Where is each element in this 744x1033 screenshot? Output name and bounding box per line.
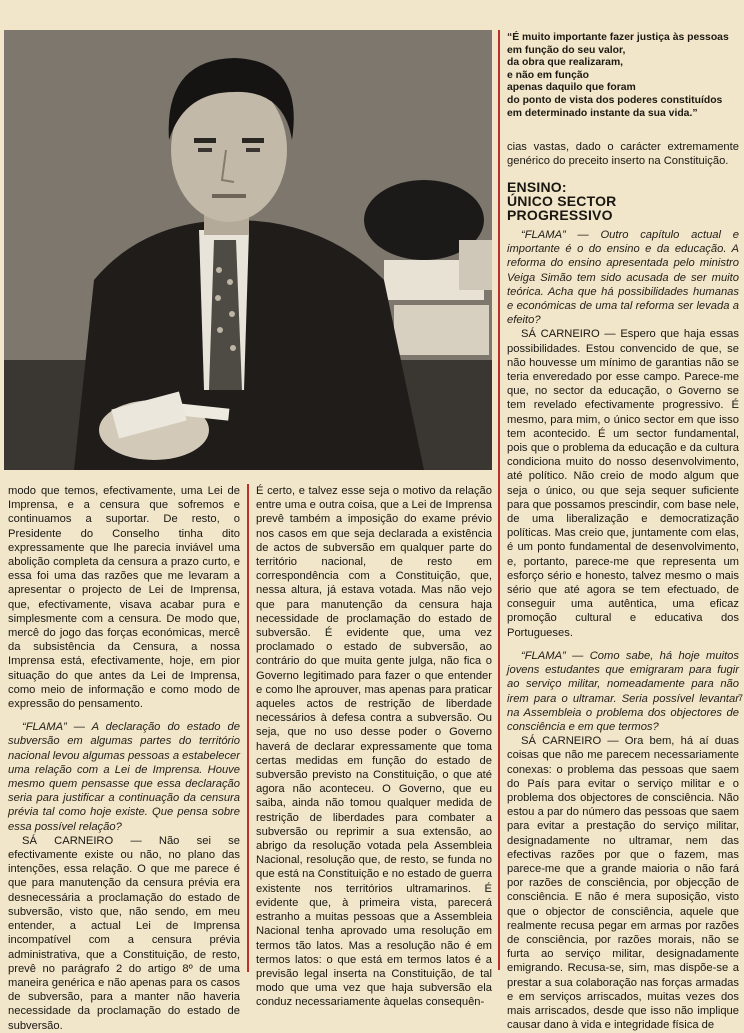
column-rule: [498, 30, 500, 970]
text-column-2: [256, 484, 492, 1009]
pull-quote: [507, 32, 739, 120]
text-column-3: [507, 228, 739, 1032]
interview-answer: SÁ CARNEIRO — Espero que haja essas possibilidades. Estou convencido de que, se não houvesse um mínimo de garantias não se teria enveredado por esse campo. Parece-me que, no sector da educação, o Governo se tem revelado efectivamente progressivo. É mesmo, para mim, o único sector em que isso tem acontecido. É um sector fundamental, pois que o problema da educação e da cultura condiciona muito do nosso desenvolvimento, até político. Não creio de modo algum que seja o único, ou que seja sequer suficiente para que possamos prescindir, com base nele, de uma liberalização e democratização políticas. Mas creio que, juntamente com elas, é um ponto fundamental de desenvolvimento, e, portanto, parece-me que representa um esforço sério e honesto, talvez mesmo o mais sério que até agora se tem efectuado, de conseguir uma autêntica, uma eficaz promoção cultural e educativa dos Portugueses.: [507, 328, 739, 639]
pull-quote-line: em determinado instante da sua vida.”: [507, 107, 698, 119]
pull-quote-line: “É muito importante fazer justiça às pessoas: [507, 32, 729, 43]
pull-quote-line: do ponto de vista dos poderes constituídos: [507, 94, 723, 106]
interview-question: “FLAMA” — Outro capítulo actual e importante é o do ensino e da educação. A reforma do ensino apresentada pelo ministro Veiga Simão tem sido acusada de ser muito teórica. Acha que há possibilidades humanas e económicas de uma tal reforma ser levada a efeito?: [507, 229, 739, 327]
section-heading: [507, 180, 739, 222]
section-heading-line: ENSINO:: [507, 179, 567, 195]
section-heading-line: ÚNICO SECTOR: [507, 193, 617, 209]
interview-answer: SÁ CARNEIRO — Não sei se efectivamente existe ou não, no plano das intenções, essa relação. O que me parece é que para manutenção da censura prévia era desnecessária a proclamação do estado de subversão, visto que, não sendo, em meu entender, a actual Lei de Imprensa incompatível com a censura prévia administrativa, que a Constituição, de resto, prevê no parágrafo 2 do artigo 8º de uma maneira genérica e não apenas para os casos de subversão, para a manter não haveria necessidade da proclamação do estado de subversão.: [8, 834, 240, 1032]
section-heading-line: PROGRESSIVO: [507, 207, 613, 223]
page-number: 7: [738, 693, 744, 703]
portrait-illustration: [4, 30, 492, 470]
interview-question: “FLAMA” — Como sabe, há hoje muitos jovens estudantes que emigraram para fugir ao serviço militar, nomeadamente para não irem para o ultramar. Seria possível levantar na Assembleia o problema dos objectores de consciência e em que termos?: [507, 649, 739, 733]
pull-quote-line: apenas daquilo que foram: [507, 82, 636, 94]
interview-answer: SÁ CARNEIRO — Ora bem, há aí duas coisas que não me parecem necessariamente conexas: o problema das pessoas que saem do País para evitar o serviço militar e o problema dos objectores de consciência. Não estou a par do número das pessoas que saem para evitar a prestação do serviço militar, designadamente no ultramar, nem das efectivas razões por que o fazem, mas parece-me que a grande maioria o não fará por razões de consciência, por objecção de consciência. E não é mera suposição, visto que o objector de consciência, aquele que realmente recusa pegar em armas por razões de consciência, por razões morais, não se furta ao serviço militar, designadamente emigrando. Recusa-se, sim, mas dispõe-se a prestar a sua colaboração nas forças armadas e em serviços arriscados, muitas vezes dos mais arriscados, desde que isso não implique causar dano à vida e integridade física de: [507, 735, 739, 1032]
interview-answer: É certo, e talvez esse seja o motivo da relação entre uma e outra coisa, que a Lei de Imprensa prevê também a imposição do exame prévio nos casos em que seja declarada a existência de actos de subversão em qualquer parte do território nacional, de resto em correspondência com a Constituição, que, nessa altura, já estava votada. Mas não vejo que para manutenção da censura haja necessidade de proclamação do estado de subversão. É evidente que, uma vez proclamado o estado de subversão, ao contrário do que muita gente julga, não fica o Governo legitimado para fazer o que entender e como lhe aprouver, mas apenas para praticar aqueles actos de restrição de liberdade necessários à defesa contra a subversão. Ou seja, que no uso desse poder o Governo haverá de declarar expressamente que toma certas medidas em função do estado de subversão previsto na Constituição, o que até agora não aconteceu. O Governo, que eu saiba, ainda não tomou qualquer medida de restrição de liberdades para combater a subversão ou reprimir a sua extensão, ao abrigo da resolução votada pela Assembleia Nacional, resolução que, de resto, se funda no que está na Constituição e no estado de guerra existente nos territórios ultramarinos. É evidente que, à primeira vista, parecerá estranho a muitas pessoas que a Assembleia Nacional tenha aprovado uma resolução em termos tão latos. Mas a resolução não é em termos latos: o que está em termos latos é a previsão legal inserta na Constituição, de tal modo que uma vez que haja subversão ela conduz necessariamente àquelas consequên-: [256, 485, 492, 1009]
paragraph: modo que temos, efectivamente, uma Lei de Imprensa, e a censura que sofremos e continuamos a suportar. De resto, o Presidente do Conselho tinha dito expressamente que lhe parecia inviável uma abolição completa da censura a prazo curto, e essa foi uma das razões que me levaram a apresentar o projecto de Lei de Imprensa, que, efectivamente, visava acabar pura e simplesmente com a censura. De modo que, mercê do jogo das forças económicas, mercê da subsistência da Censura, a nossa Imprensa está, efectivamente, hoje, em pior situação do que antes da Lei de Imprensa, como meio de informação e como modo de expressão do pensamento.: [8, 485, 240, 711]
text-column-1: [8, 484, 240, 1032]
portrait-photo: [4, 30, 492, 470]
interview-question: “FLAMA” — A declaração do estado de subversão em algumas partes do território nacional levou algumas pessoas a estabelecer uma relação com a Lei de Imprensa. Houve mesmo quem pensasse que essa declaração seria para justificar a continuação da censura prévia tal como hoje existe. Que pensa sobre essa possível relação?: [8, 721, 240, 833]
column-rule: [247, 484, 249, 972]
pull-quote-line: da obra que realizaram,: [507, 57, 624, 69]
text-column-3-top: [507, 140, 739, 180]
paragraph: cias vastas, dado o carácter extremamente genérico do preceito inserto na Constituição.: [507, 141, 739, 168]
pull-quote-line: e não em função: [507, 69, 589, 81]
pull-quote-line: em função do seu valor,: [507, 44, 626, 56]
